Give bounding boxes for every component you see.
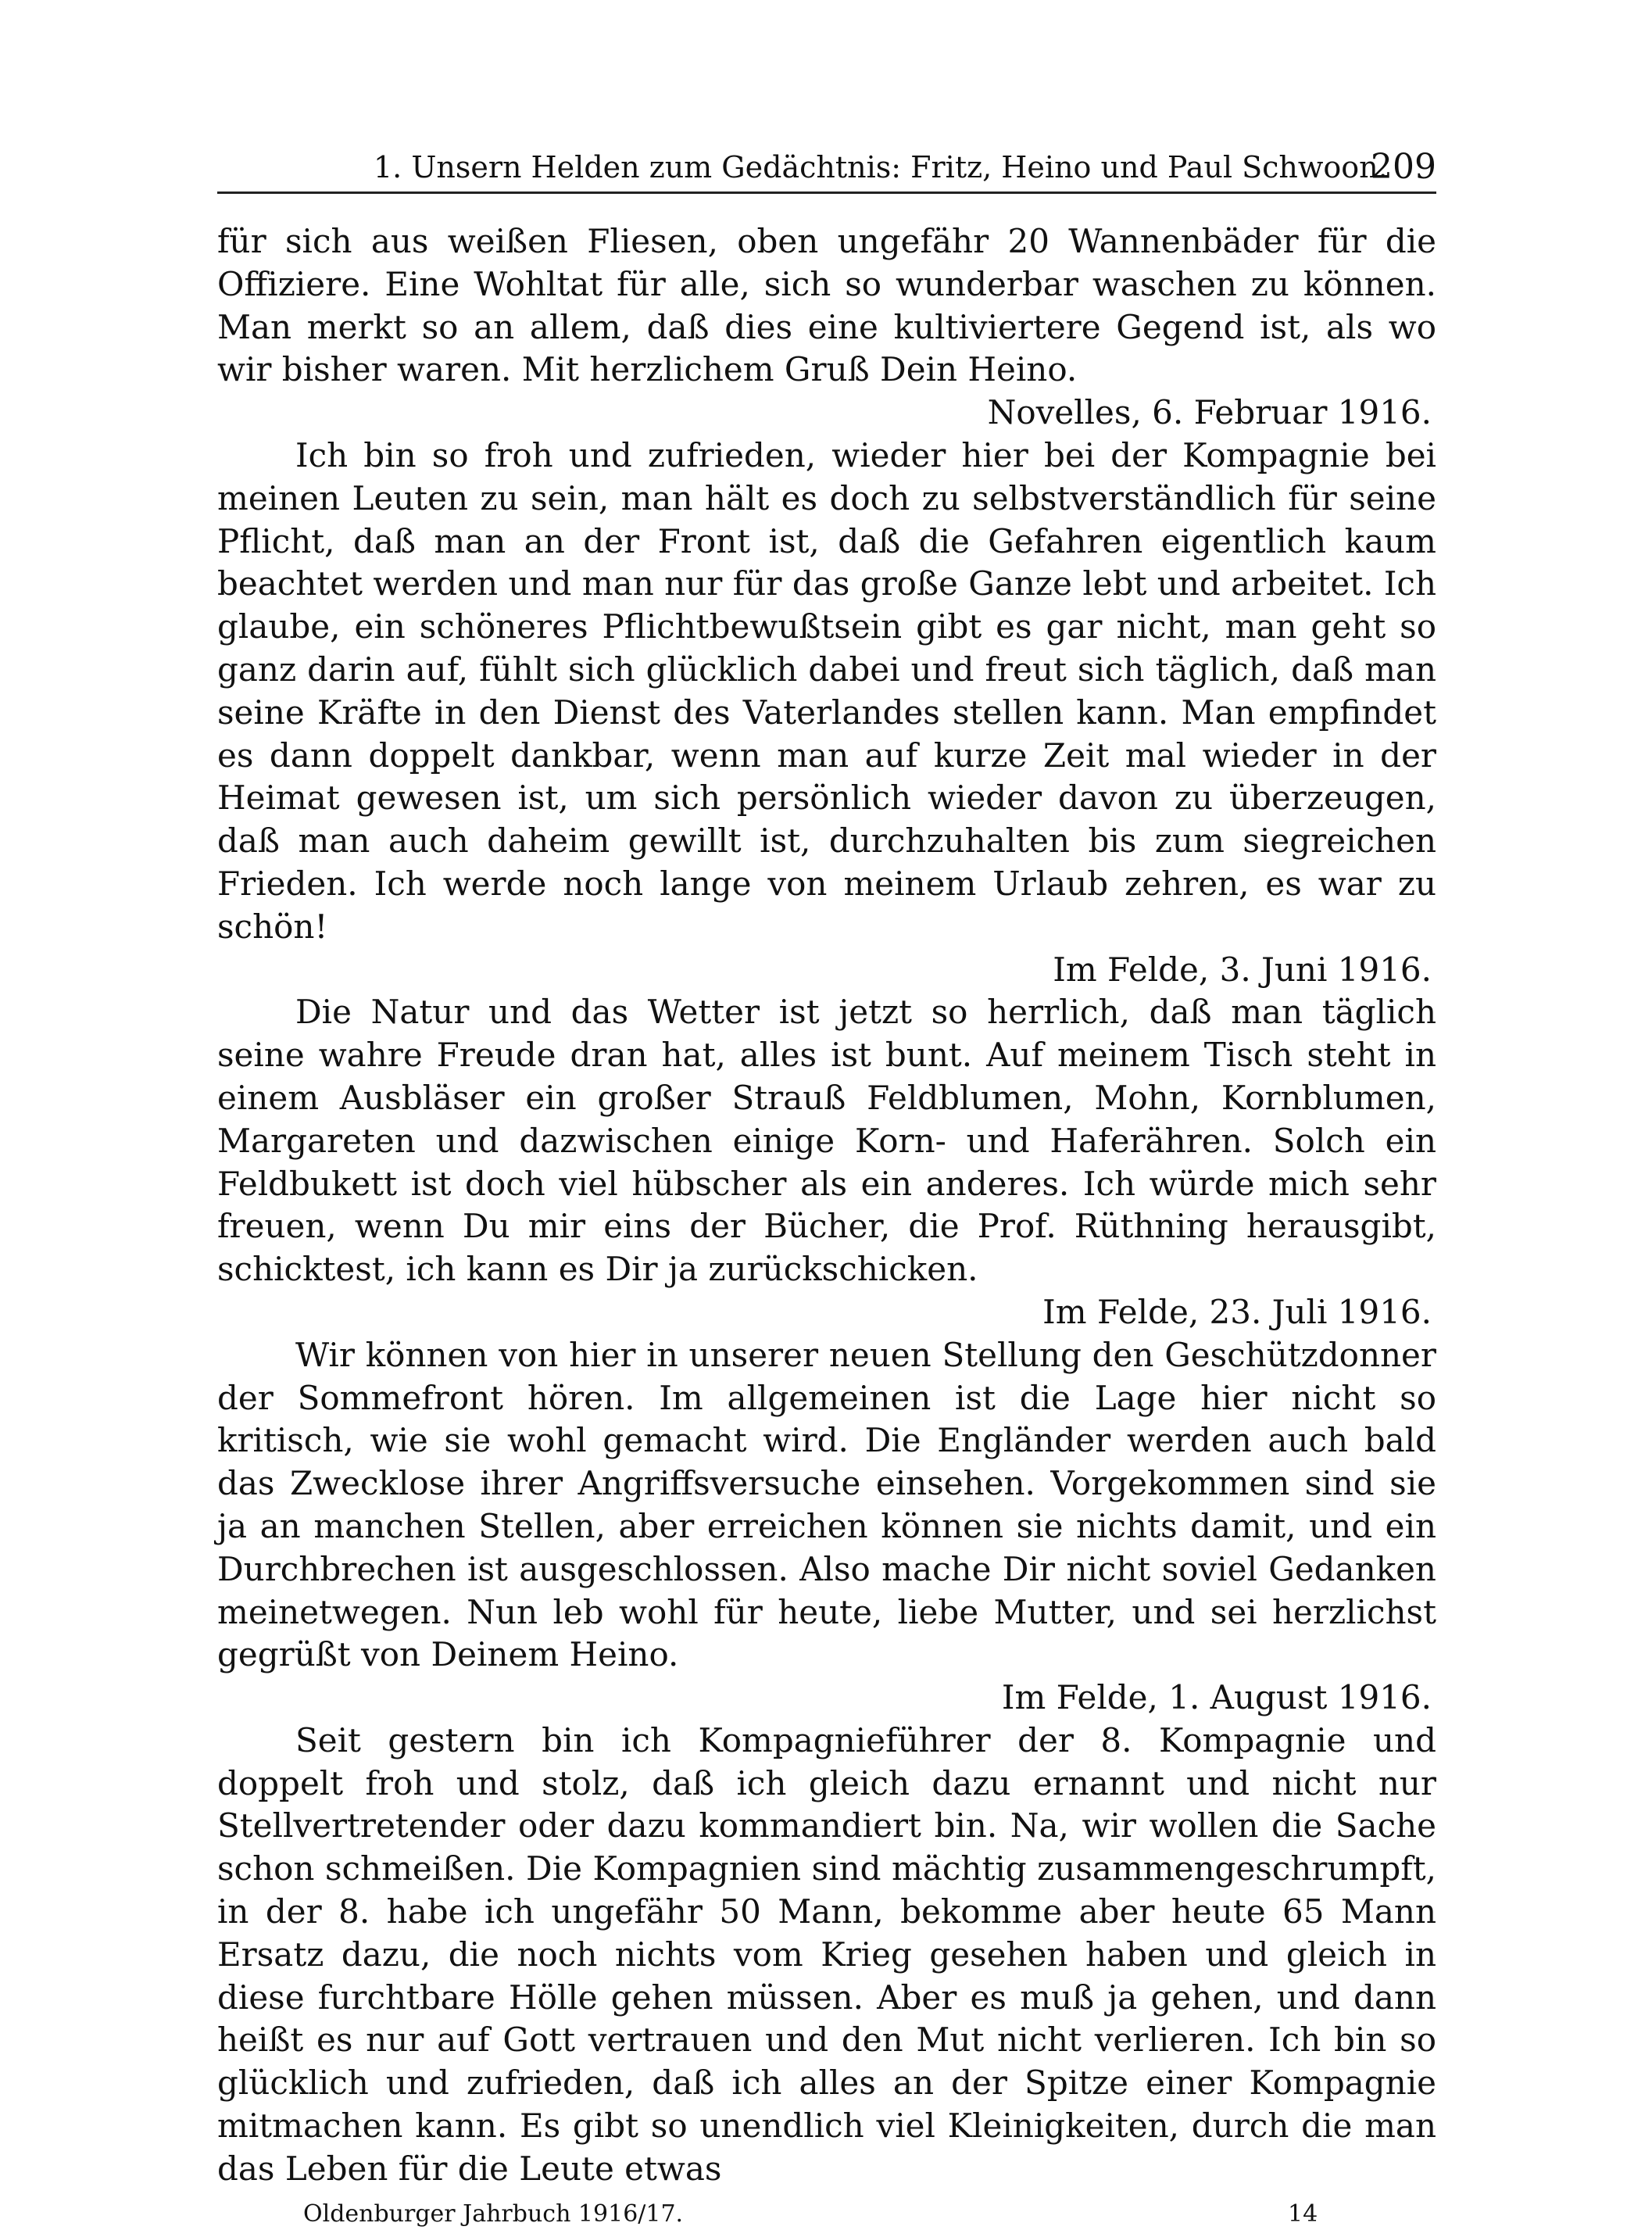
footer-source: Oldenburger Jahrbuch 1916/17. bbox=[303, 2200, 684, 2228]
dateline: Novelles, 6. Februar 1916. bbox=[987, 393, 1432, 432]
paragraph: für sich aus weißen Fliesen, oben ungefähr 20 Wannenbäder für die Offiziere. Eine Wohltat für alle, sich so wunderbar waschen zu können. Man merkt so an allem, daß dies eine kultiviertere Gegend ist, als wo wir bisher waren. Mit herzlichem Gruß Dein Heino. bbox=[217, 222, 1436, 389]
dateline: Im Felde, 1. August 1916. bbox=[1001, 1678, 1432, 1717]
paragraph: Wir können von hier in unserer neuen Stellung den Geschützdonner der Sommefront hören. Im allgemeinen ist die Lage hier nicht so kritisch, wie sie wohl gemacht wird. Die Engländer werden auch bald das Zwecklose ihrer Angriffsversuche einsehen. Vorgekommen sind sie ja an manchen Stellen, aber erreichen können sie nichts damit, und ein Durchbrechen ist ausgeschlossen. Also mache Dir nicht soviel Gedanken meinetwegen. Nun leb wohl für heute, liebe Mutter, und sei herzlichst gegrüßt von Deinem Heino. bbox=[217, 1335, 1436, 1674]
dateline: Im Felde, 3. Juni 1916. bbox=[1053, 950, 1432, 989]
running-head bbox=[217, 145, 1436, 194]
page-footer bbox=[217, 2199, 1436, 2230]
paragraph: Seit gestern bin ich Kompagnieführer der 8. Kompagnie und doppelt froh und stolz, daß ich gleich dazu ernannt und nicht nur Stellvertretender oder dazu kommandiert bin. Na, wir wollen die Sache schon schmeißen. Die Kompagnien sind mächtig zusammengeschrumpft, in der 8. habe ich ungefähr 50 Mann, bekomme aber heute 65 Mann Ersatz dazu, die noch nichts vom Krieg gesehen haben und gleich in diese furchtbare Hölle gehen müssen. Aber es muß ja gehen, und dann heißt es nur auf Gott vertrauen und den Mut nicht verlieren. Ich bin so glücklich und zufrieden, daß ich alles an der Spitze einer Kompagnie mitmachen kann. Es gibt so unendlich viel Kleinigkeiten, durch die man das Leben für die Leute etwas bbox=[217, 1720, 1436, 2188]
book-page bbox=[217, 145, 1436, 2230]
signature-mark: 14 bbox=[1288, 2200, 1318, 2228]
running-title: 1. Unsern Helden zum Gedächtnis: Fritz, Heino und Paul Schwoon. bbox=[374, 150, 1388, 184]
paragraph: Die Natur und das Wetter ist jetzt so herrlich, daß man täglich seine wahre Freude dran hat, alles ist bunt. Auf meinem Tisch steht in einem Ausbläser ein großer Strauß Feldblumen, Mohn, Kornblumen, Margareten und dazwischen einige Korn- und Haferähren. Solch ein Feldbukett ist doch viel hübscher als ein anderes. Ich würde mich sehr freuen, wenn Du mir eins der Bücher, die Prof. Rüthning herausgibt, schicktest, ich kann es Dir ja zurückschicken. bbox=[217, 993, 1436, 1289]
page-number: 209 bbox=[1371, 147, 1436, 187]
page-body bbox=[217, 220, 1436, 2191]
paragraph: Ich bin so froh und zufrieden, wieder hier bei der Kompagnie bei meinen Leuten zu sein, man hält es doch zu selbstverständlich für seine Pflicht, daß man an der Front ist, daß die Gefahren eigentlich kaum beachtet werden und man nur für das große Ganze lebt und arbeitet. Ich glaube, ein schöneres Pflichtbewußtsein gibt es gar nicht, man geht so ganz darin auf, fühlt sich glücklich dabei und freut sich täglich, daß man seine Kräfte in den Dienst des Vaterlandes stellen kann. Man empfindet es dann doppelt dankbar, wenn man auf kurze Zeit mal wieder in der Heimat gewesen ist, um sich persönlich wieder davon zu überzeugen, daß man auch daheim gewillt ist, durchzuhalten bis zum siegreichen Frieden. Ich werde noch lange von meinem Urlaub zehren, es war zu schön! bbox=[217, 435, 1436, 946]
dateline: Im Felde, 23. Juli 1916. bbox=[1042, 1292, 1432, 1331]
